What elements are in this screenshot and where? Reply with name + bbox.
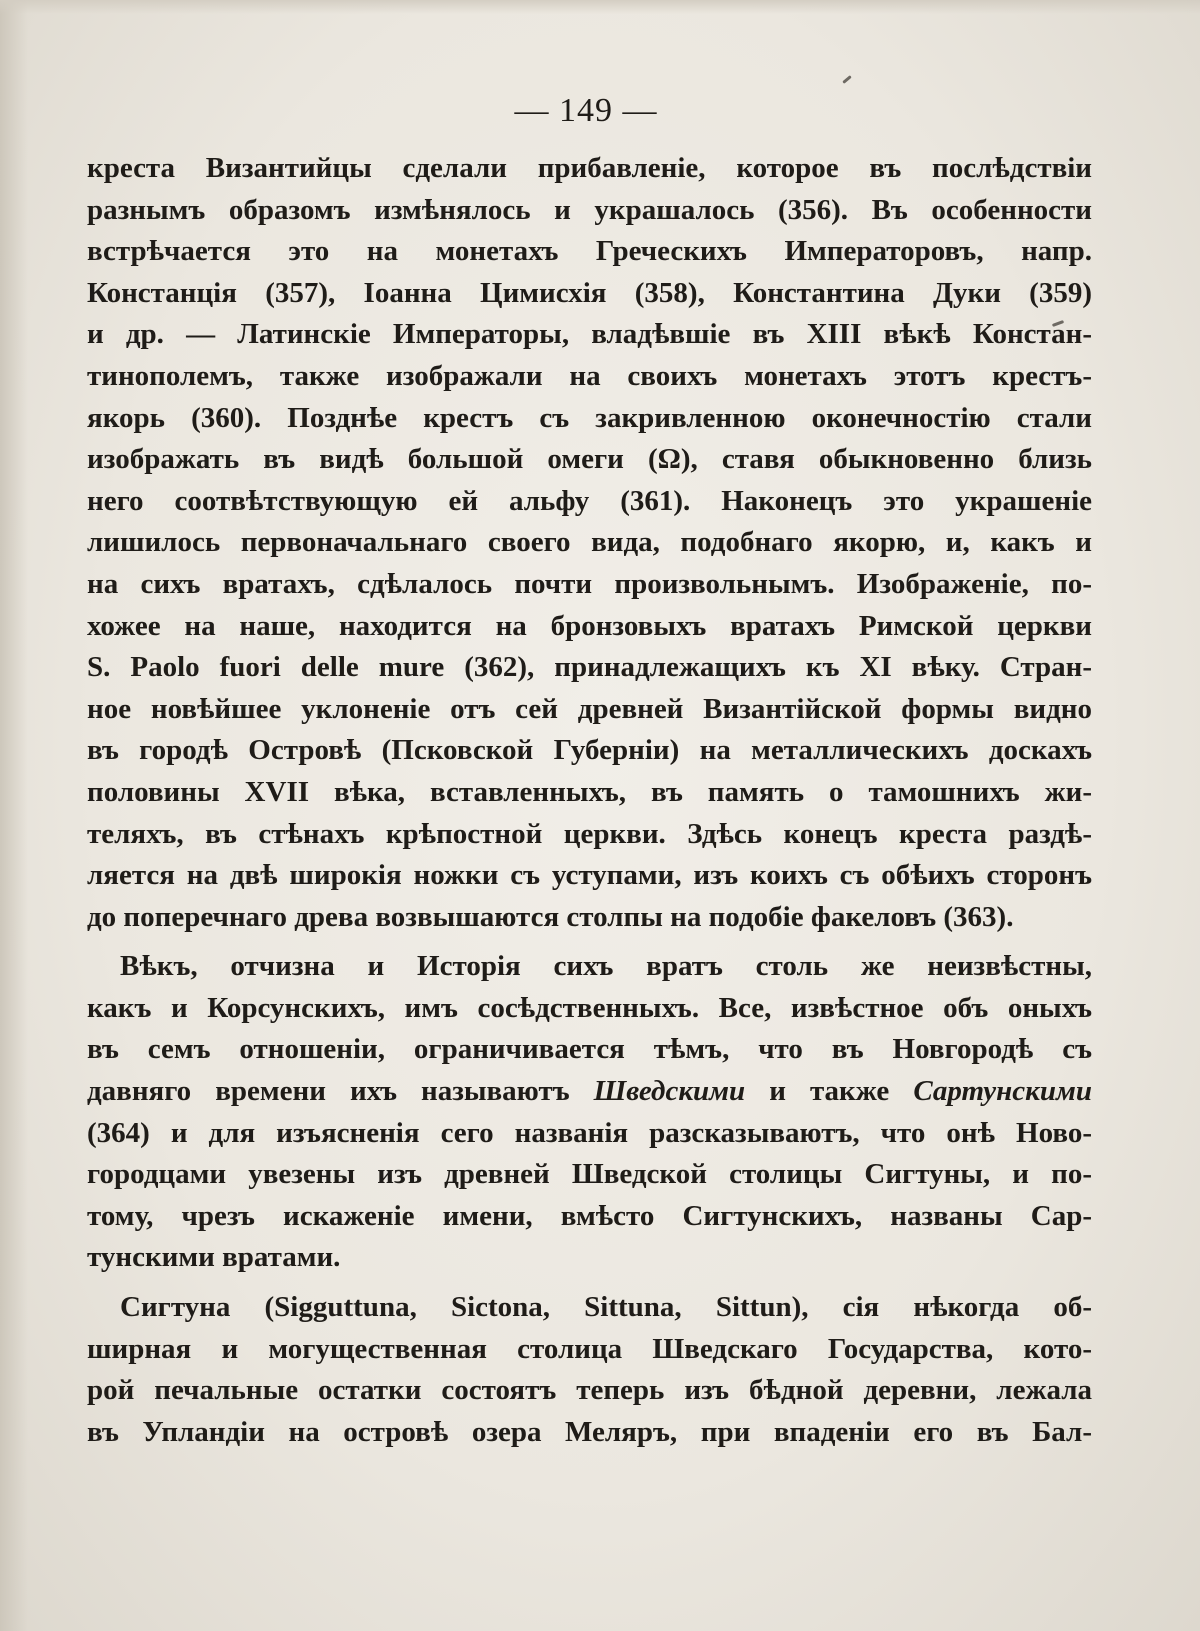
text-line: якорь (360). Позднѣе крестъ съ закривленною оконечностію стали	[87, 401, 1092, 434]
text-line: въ семъ отношеніи, ограничивается тѣмъ, что въ Новгородѣ съ	[87, 1033, 1092, 1066]
paragraph-2	[87, 946, 1092, 1279]
text-line: креста Византийцы сделали прибавленіе, которое въ послѣдствіи	[87, 152, 1092, 184]
text-line: встрѣчается это на монетахъ Греческихъ Императоровъ, напр.	[87, 235, 1092, 268]
page-number: — 149 —	[514, 92, 658, 129]
text-line: теляхъ, въ стѣнахъ крѣпостной церкви. Здѣсь конецъ креста раздѣ-	[87, 817, 1092, 850]
text-line: него соотвѣтствующую ей альфу (361). Наконецъ это украшеніе	[87, 484, 1092, 517]
text-segment: и также	[745, 1075, 914, 1108]
text-line: въ городѣ Островѣ (Псковской Губерніи) на металлическихъ доскахъ	[87, 734, 1092, 767]
text-line: въ Упландіи на островѣ озера Меляръ, при впаденіи его въ Бал-	[87, 1415, 1092, 1448]
text-line: Сигтуна (Sigguttuna, Sictona, Sittuna, Sittun), сія нѣкогда об-	[120, 1291, 1092, 1324]
text-line: ширная и могущественная столица Шведскаго Государства, кото-	[87, 1332, 1092, 1365]
text-line: ляется на двѣ широкія ножки съ уступами, изъ коихъ съ обѣихъ сторонъ	[87, 859, 1092, 892]
text-line: на сихъ вратахъ, сдѣлалось почти произвольнымъ. Изображеніе, по-	[87, 567, 1092, 600]
paragraph-3	[87, 1287, 1092, 1453]
text-line: (364) и для изъясненія сего названія разсказываютъ, что онѣ Ново-	[87, 1116, 1092, 1149]
text-line: хожее на наше, находится на бронзовыхъ вратахъ Римской церкви	[87, 609, 1092, 642]
text-line: какъ и Корсунскихъ, имъ сосѣдственныхъ. Все, извѣстное объ оныхъ	[87, 991, 1092, 1024]
text-line: городцами увезены изъ древней Шведской столицы Сигтуны, и по-	[87, 1158, 1092, 1191]
italic-term-shvedskimi: Шведскими	[593, 1075, 746, 1108]
text-line: ное новѣйшее уклоненіе отъ сей древней Византійской формы видно	[87, 692, 1092, 725]
text-line: изображать въ видѣ большой омеги (Ω), ставя обыкновенно близь	[87, 443, 1092, 476]
text-line: тому, чрезъ искаженіе имени, вмѣсто Сигтунскихъ, названы Сар-	[87, 1199, 1092, 1232]
text-line: тинополемъ, также изображали на своихъ монетахъ этотъ крестъ-	[87, 359, 1092, 392]
text-line: Констанція (357), Іоанна Цимисхія (358), Константина Дуки (359)	[87, 276, 1092, 309]
text-line: лишилось первоначальнаго своего вида, подобнаго якорю, и, какъ и	[87, 526, 1092, 559]
text-line: разнымъ образомъ измѣнялось и украшалось (356). Въ особенности	[87, 193, 1092, 226]
text-segment: давняго времени ихъ называютъ	[87, 1075, 594, 1108]
text-line: тунскими вратами.	[87, 1241, 341, 1274]
text-line: половины XVII вѣка, вставленныхъ, въ память о тамошнихъ жи-	[87, 775, 1092, 808]
ink-speck-top	[842, 75, 852, 84]
paragraph-1	[87, 148, 1092, 938]
text-line: Вѣкъ, отчизна и Исторія сихъ вратъ столь же неизвѣстны,	[120, 950, 1092, 983]
text-line-with-italics	[87, 1071, 1092, 1113]
text-line: рой печальные остатки состоятъ теперь изъ бѣдной деревни, лежала	[87, 1374, 1092, 1407]
text-line: до поперечнаго древа возвышаются столпы на подобіе факеловъ (363).	[87, 900, 1014, 933]
text-line: и др. — Латинскіе Императоры, владѣвшіе въ XIII вѣкѣ Констан-	[87, 318, 1092, 351]
page-shadow-top	[0, 0, 1200, 14]
page-shadow-left	[0, 0, 28, 1631]
text-line: S. Paolo fuori delle mure (362), принадлежащихъ къ XI вѣку. Стран-	[87, 651, 1092, 684]
body-text	[87, 148, 1092, 1453]
italic-term-sartunskimi: Сартунскими	[913, 1075, 1092, 1108]
